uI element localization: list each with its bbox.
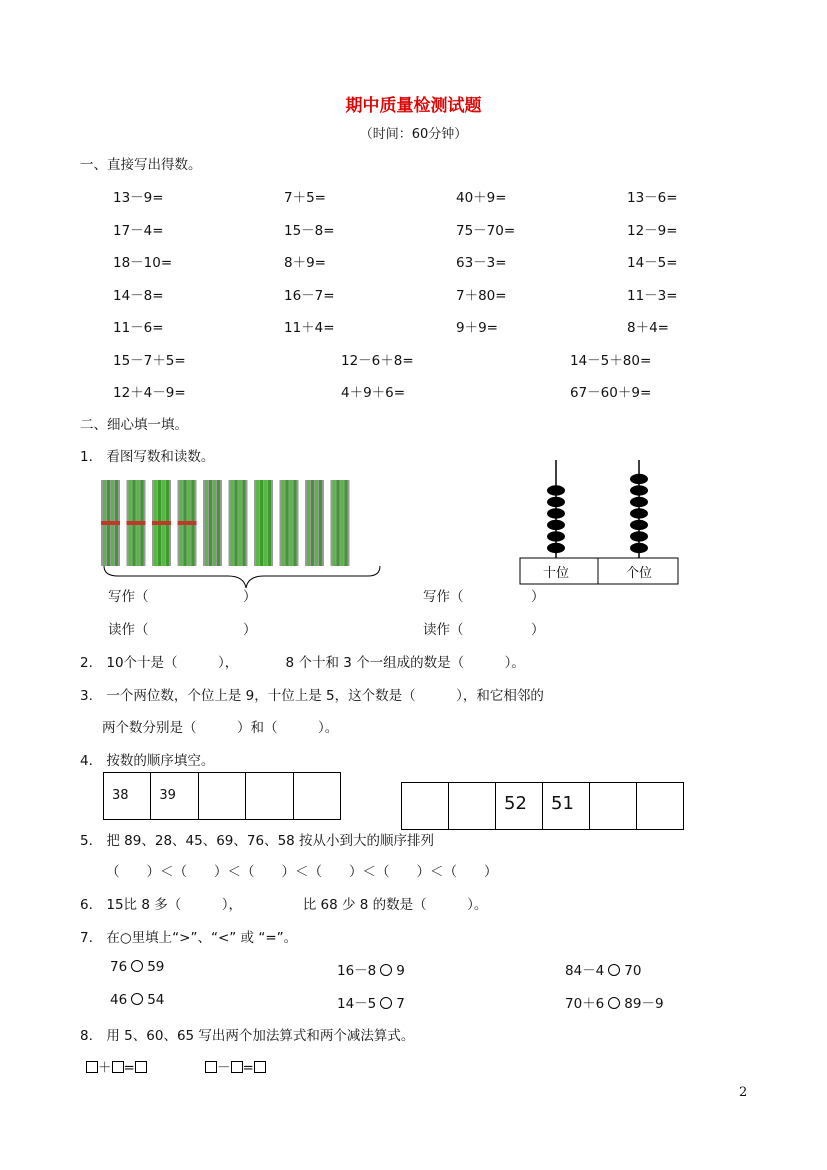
compare-item (565, 992, 664, 1012)
sequence-cell (590, 782, 637, 830)
math-problem: 8＋4= (627, 320, 669, 336)
page-number: 2 (739, 1085, 748, 1100)
q5-label: 5. 把 89、28、45、69、76、58 按从小到大的顺序排列 (80, 833, 435, 849)
single-stick (254, 480, 273, 566)
abacus-figure (518, 460, 683, 586)
math-row (0, 284, 827, 304)
blank-box (112, 1061, 124, 1073)
compare-circle (131, 993, 143, 1005)
q5-blanks: （ ）＜（ ）＜（ ）＜（ ）＜（ ）＜（ ） (106, 864, 498, 880)
compare-left: 14－5 (337, 996, 377, 1012)
math-problem: 13－9= (113, 190, 164, 206)
math-row (0, 381, 827, 401)
math-problem: 11－6= (113, 320, 164, 336)
q2-label: 2. 10个十是（ ）， 8 个十和 3 个一组成的数是（ ）。 (80, 655, 525, 671)
q1-write-left: 写作（ ） (108, 589, 257, 605)
blank-box (205, 1061, 217, 1073)
single-stick (280, 480, 299, 566)
sequence-cell (402, 782, 449, 830)
compare-item (110, 992, 164, 1008)
math-row (0, 316, 827, 336)
compare-left: 70＋6 (565, 996, 605, 1012)
stick-bundle (152, 480, 171, 566)
math-problem: 16－7= (284, 287, 335, 304)
single-stick (331, 480, 350, 566)
abacus-ones-label: 个位 (625, 566, 653, 581)
math-problem: 15－7＋5= (113, 352, 186, 369)
math-row (0, 186, 827, 206)
math-problem: 12－9= (627, 222, 678, 239)
math-problem: 40＋9= (456, 190, 507, 206)
single-stick (305, 480, 324, 566)
q1-read-left: 读作（ ） (108, 622, 257, 638)
math-problem: 63－3= (456, 255, 507, 271)
stick-bundle (101, 480, 120, 566)
compare-left: 76 (110, 959, 128, 975)
sequence-cell (449, 782, 496, 830)
math-problem: 11＋4= (284, 320, 335, 336)
compare-right: 7 (396, 996, 405, 1012)
abacus-bead (630, 497, 648, 507)
abacus-bead (547, 531, 565, 541)
compare-right: 70 (624, 963, 642, 979)
math-problem: 14－5＋80= (570, 352, 652, 369)
math-problem: 14－5= (627, 255, 678, 271)
compare-circle (380, 997, 392, 1009)
sequence-cell (637, 782, 684, 830)
compare-left: 84－4 (565, 963, 605, 979)
compare-circle (608, 997, 620, 1009)
blank-box (231, 1061, 243, 1073)
equals-sign: = (242, 1060, 254, 1076)
abacus-bead (547, 543, 565, 553)
math-problem: 14－8= (113, 287, 164, 304)
math-problem: 18－10= (113, 255, 173, 271)
q7-label: 7. 在○里填上“>”、“<” 或 “=”。 (80, 930, 298, 946)
sequence-cell: 39 (151, 772, 198, 820)
sequence-cell: 52 (496, 782, 543, 830)
q6-label: 6. 15比 8 多（ ）， 比 68 少 8 的数是（ ）。 (80, 897, 488, 913)
sequence-cell: 51 (543, 782, 590, 830)
abacus-tens-label: 十位 (542, 566, 570, 581)
compare-left: 46 (110, 992, 128, 1008)
q8-label: 8. 用 5、60、65 写出两个加法算式和两个减法算式。 (80, 1028, 415, 1044)
compare-circle (131, 960, 143, 972)
compare-circle (380, 964, 392, 976)
sequence-box-row-1 (103, 772, 341, 820)
page-title: 期中质量检测试题 (345, 96, 482, 116)
math-problem: 67－60＋9= (570, 385, 652, 401)
subtraction-template (205, 1056, 266, 1076)
single-stick (229, 480, 248, 566)
compare-item (337, 959, 405, 979)
compare-circle (608, 964, 620, 976)
ones-beads (630, 474, 648, 553)
abacus-bead (630, 474, 648, 484)
q1-write-right: 写作（ ） (423, 589, 545, 605)
blank-box (135, 1061, 147, 1073)
compare-item (337, 992, 405, 1012)
abacus-bead (630, 543, 648, 553)
sequence-cell (294, 772, 341, 820)
section2-heading: 二、细心填一填。 (80, 417, 188, 433)
abacus-bead (547, 497, 565, 507)
minus-sign: － (217, 1060, 231, 1076)
sequence-cell: 38 (104, 772, 151, 820)
compare-right: 89－9 (624, 996, 664, 1012)
q1-read-right: 读作（ ） (423, 622, 545, 638)
math-problem: 7＋80= (456, 287, 507, 304)
math-row (0, 219, 827, 239)
sticks-group (101, 480, 350, 566)
q3-line1: 3. 一个两位数，个位上是 9，十位上是 5，这个数是（ ），和它相邻的 (80, 688, 544, 704)
abacus-bead (630, 485, 648, 495)
equals-sign: = (123, 1060, 135, 1076)
compare-item (110, 959, 164, 975)
compare-item (565, 959, 641, 979)
single-stick (203, 480, 222, 566)
abacus-bead (630, 520, 648, 530)
counting-sticks-figure (98, 476, 388, 588)
math-problem: 15－8= (284, 222, 335, 239)
math-problem: 12＋4－9= (113, 385, 186, 401)
abacus-bead (547, 485, 565, 495)
math-row (0, 349, 827, 369)
math-problem: 13－6= (627, 190, 678, 206)
compare-right: 54 (147, 992, 165, 1008)
blank-box (254, 1061, 266, 1073)
blank-box (86, 1061, 98, 1073)
abacus-bead (630, 531, 648, 541)
abacus-bead (547, 520, 565, 530)
abacus-bead (547, 508, 565, 518)
stick-bundle (127, 480, 146, 566)
compare-right: 9 (396, 963, 405, 979)
math-problem: 12－6＋8= (341, 352, 414, 369)
sequence-cell (246, 772, 293, 820)
math-problem: 8＋9= (284, 255, 326, 271)
math-problem: 17－4= (113, 222, 164, 239)
sequence-box-row-2 (401, 782, 684, 830)
plus-sign: ＋ (98, 1060, 112, 1076)
q4-label: 4. 按数的顺序填空。 (80, 753, 215, 769)
addition-template (86, 1056, 147, 1076)
math-problem: 75－70= (456, 222, 516, 239)
q3-line2: 两个数分别是（ ）和（ ）。 (102, 720, 339, 736)
math-problem: 7＋5= (284, 190, 326, 206)
sequence-cell (199, 772, 246, 820)
math-problem: 9＋9= (456, 320, 498, 336)
abacus-bead (630, 508, 648, 518)
time-limit: （时间：60分钟） (359, 127, 468, 142)
compare-left: 16－8 (337, 963, 377, 979)
compare-right: 59 (147, 959, 165, 975)
q1-label: 1. 看图写数和读数。 (80, 449, 215, 465)
math-problem: 11－3= (627, 287, 678, 304)
math-problem: 4＋9＋6= (341, 385, 406, 401)
section1-heading: 一、直接写出得数。 (80, 157, 202, 173)
stick-bundle (178, 480, 197, 566)
math-row (0, 251, 827, 271)
